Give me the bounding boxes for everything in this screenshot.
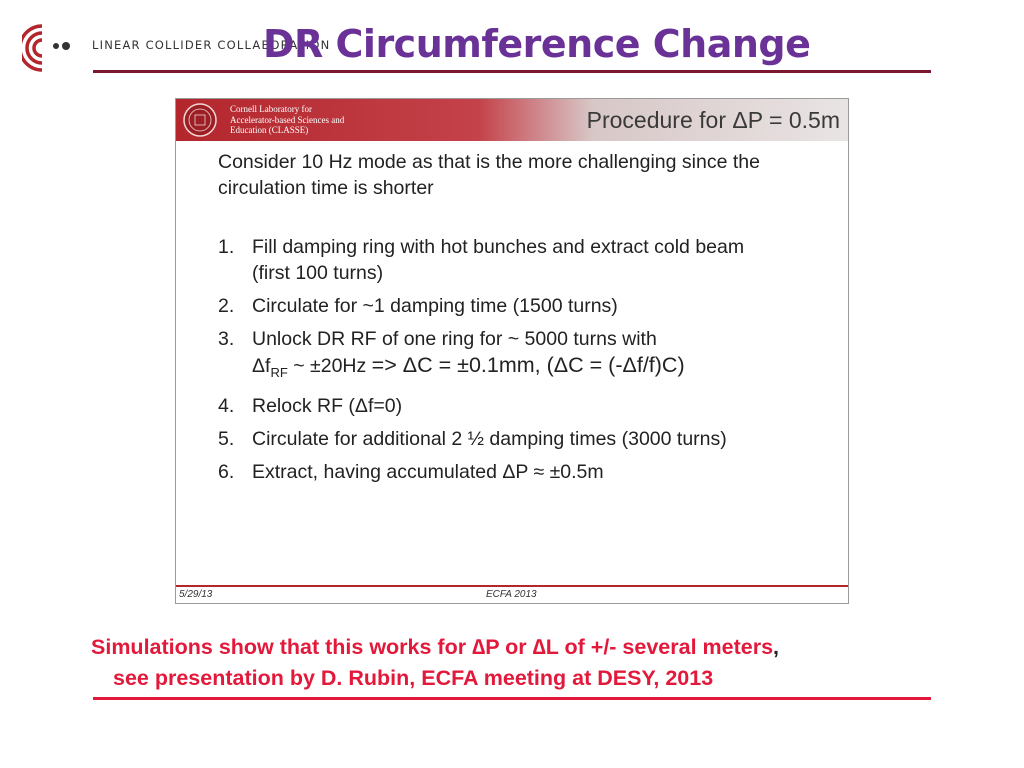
- note-line-2: see presentation by D. Rubin, ECFA meeting at DESY, 2013: [113, 666, 714, 690]
- header-divider: [93, 70, 931, 73]
- step-number: 3.: [218, 328, 235, 350]
- intro-line: Consider 10 Hz mode as that is the more challenging since the: [218, 151, 760, 173]
- slide-footer-conference: ECFA 2013: [486, 589, 537, 600]
- step-text: Unlock DR RF of one ring for ~ 5000 turns with: [252, 328, 657, 350]
- note-line-1-text: Simulations show that this works for ∆P or ∆L of +/- several meters: [91, 635, 774, 659]
- step-text: Circulate for ~1 damping time (1500 turns): [252, 295, 618, 317]
- note-line-1: [91, 632, 779, 663]
- lab-name-line: Accelerator-based Sciences and: [230, 114, 345, 125]
- slide-footer-divider: [176, 585, 848, 587]
- cornell-seal-icon: [182, 102, 218, 138]
- note-comma: ,: [773, 635, 780, 659]
- slide-banner: [176, 99, 848, 141]
- step-number: 1.: [218, 236, 235, 258]
- slide-body: [218, 149, 843, 492]
- step-number: 2.: [218, 295, 235, 317]
- list-item: [218, 459, 843, 485]
- intro-line: circulation time is shorter: [218, 177, 434, 199]
- organization-name: LINEAR COLLIDER COLLABORATION: [92, 38, 331, 52]
- step-text: Extract, having accumulated ΔP ≈ ±0.5m: [252, 460, 604, 483]
- step-number: 5.: [218, 427, 235, 450]
- formula-approx: ~ ±20Hz: [287, 355, 372, 377]
- formula-arrow: =>: [371, 353, 403, 377]
- footer-divider: [93, 697, 931, 700]
- intro-text: [218, 149, 843, 201]
- list-item: [218, 426, 843, 452]
- slide-footer-date: 5/29/13: [179, 589, 213, 600]
- page-title: DR Circumference Change: [263, 22, 811, 66]
- formula-df: Δf: [252, 355, 271, 377]
- list-item: [218, 326, 843, 386]
- step-text: Circulate for additional 2 ½ damping times (3000 turns): [252, 427, 727, 450]
- step-text: Fill damping ring with hot bunches and extract cold beam: [252, 236, 745, 258]
- step-text: (first 100 turns): [252, 262, 384, 284]
- lc-logo-icon: [22, 22, 74, 74]
- slide-title: Procedure for ΔP = 0.5m: [586, 107, 840, 133]
- lab-name-line: Education (CLASSE): [230, 125, 309, 135]
- simulation-note: [91, 632, 779, 694]
- list-item: [218, 234, 843, 286]
- list-item: [218, 393, 843, 419]
- step-formula: [252, 352, 843, 386]
- step-number: 6.: [218, 460, 235, 483]
- lab-name-line: Cornell Laboratory for: [230, 104, 312, 114]
- procedure-steps: [218, 234, 843, 485]
- step-text: Relock RF (Δf=0): [252, 394, 403, 417]
- lab-name: [230, 104, 370, 136]
- list-item: [218, 293, 843, 319]
- embedded-slide: [175, 98, 849, 604]
- formula-dc: ΔC = ±0.1mm, (ΔC = (-Δf/f)C): [402, 353, 685, 377]
- step-number: 4.: [218, 394, 235, 417]
- formula-subscript: RF: [270, 364, 288, 380]
